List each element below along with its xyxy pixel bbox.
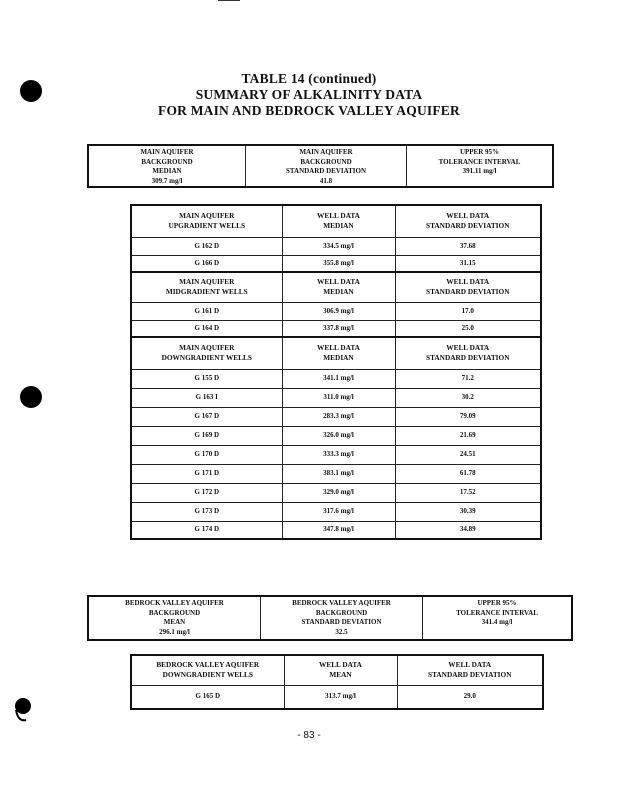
table-row: G 169 D 326.0 mg/l 21.69 <box>131 426 541 445</box>
table-row: G 172 D 329.0 mg/l 17.52 <box>131 483 541 502</box>
upgradient-header-row: MAIN AQUIFER UPGRADIENT WELLS WELL DATA MEDIAN WELL DATA STANDARD DEVIATION <box>131 205 541 237</box>
title-line-1: TABLE 14 (continued) <box>241 71 377 86</box>
table-row: G 162 D 334.5 mg/l 37.68 <box>131 237 541 255</box>
main-background-table <box>87 144 554 188</box>
table-row: G 164 D 337.8 mg/l 25.0 <box>131 320 541 337</box>
table-row: G 174 D 347.8 mg/l 34.89 <box>131 521 541 539</box>
bedrock-background-sd-cell: BEDROCK VALLEY AQUIFER BACKGROUND STANDARD DEVIATION 32.5 <box>261 596 423 640</box>
table-row: G 166 D 355.8 mg/l 31.15 <box>131 255 541 272</box>
top-edge-mark <box>218 0 240 1</box>
midgradient-header-row: MAIN AQUIFER MIDGRADIENT WELLS WELL DATA MEDIAN WELL DATA STANDARD DEVIATION <box>131 272 541 302</box>
table-row: G 171 D 383.1 mg/l 61.78 <box>131 464 541 483</box>
page-number: - 83 - <box>297 730 321 741</box>
bedrock-header-row: BEDROCK VALLEY AQUIFER DOWNGRADIENT WELLS WELL DATA MEAN WELL DATA STANDARD DEVIATION <box>131 655 543 685</box>
table-row: G 155 D 341.1 mg/l 71.2 <box>131 369 541 388</box>
title-line-2: SUMMARY OF ALKALINITY DATA <box>195 87 423 102</box>
table-row: G 167 D 283.3 mg/l 79.09 <box>131 407 541 426</box>
bedrock-background-mean-cell: BEDROCK VALLEY AQUIFER BACKGROUND MEAN 296.1 mg/l <box>88 596 261 640</box>
title-line-3: FOR MAIN AND BEDROCK VALLEY AQUIFER <box>158 103 460 118</box>
table-row: G 163 I 311.0 mg/l 30.2 <box>131 388 541 407</box>
bedrock-wells-table <box>130 654 544 710</box>
main-background-median-cell: MAIN AQUIFER BACKGROUND MEDIAN 309.7 mg/l <box>88 145 246 187</box>
downgradient-header-row: MAIN AQUIFER DOWNGRADIENT WELLS WELL DATA MEDIAN WELL DATA STANDARD DEVIATION <box>131 337 541 369</box>
table-row: G 165 D 313.7 mg/l 29.0 <box>131 685 543 709</box>
punch-hole-middle <box>20 386 42 408</box>
table-row: G 170 D 333.3 mg/l 24.51 <box>131 445 541 464</box>
main-background-tolerance-cell: UPPER 95% TOLERANCE INTERVAL 391.11 mg/l <box>407 145 554 187</box>
table-row: G 173 D 317.6 mg/l 30.39 <box>131 502 541 521</box>
table-row: G 161 D 306.9 mg/l 17.0 <box>131 302 541 320</box>
punch-hole-bottom-icon <box>12 696 32 726</box>
main-background-sd-cell: MAIN AQUIFER BACKGROUND STANDARD DEVIATION 41.8 <box>246 145 407 187</box>
bedrock-background-tolerance-cell: UPPER 95% TOLERANCE INTERVAL 341.4 mg/l <box>423 596 573 640</box>
bedrock-background-table <box>87 595 573 641</box>
main-wells-table <box>130 204 542 540</box>
